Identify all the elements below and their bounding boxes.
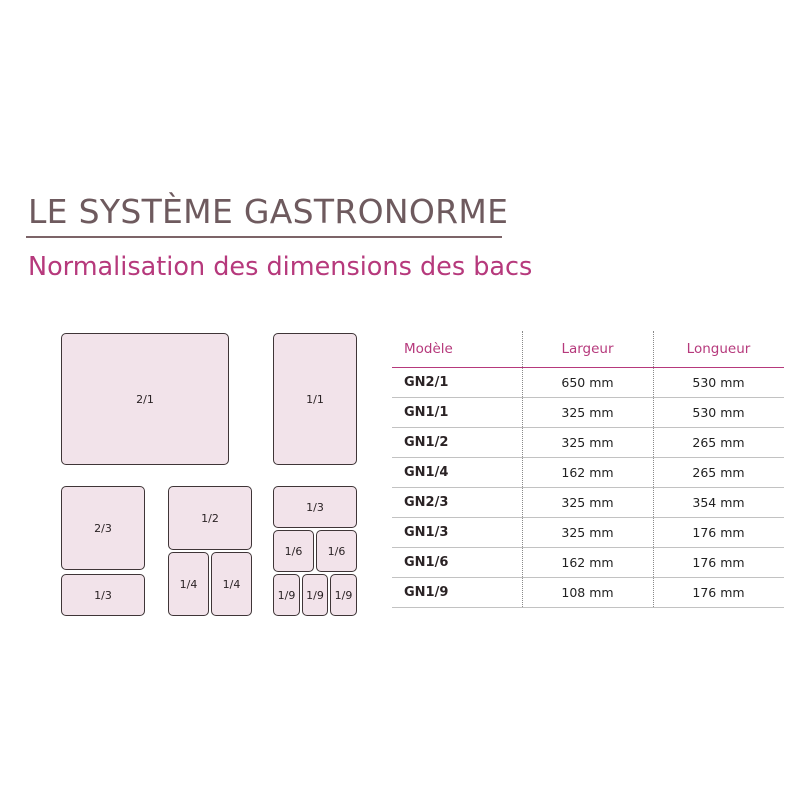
width-cell: 650 mm (522, 368, 653, 398)
length-cell: 354 mm (653, 488, 784, 518)
column-header-model: Modèle (392, 331, 522, 368)
pan-1-6: 1/6 (316, 530, 357, 572)
length-cell: 265 mm (653, 428, 784, 458)
page-subtitle: Normalisation des dimensions des bacs (28, 252, 533, 282)
table-row (392, 458, 784, 488)
pan-1-9: 1/9 (330, 574, 357, 616)
pan-1-9: 1/9 (273, 574, 300, 616)
length-cell: 176 mm (653, 548, 784, 578)
model-cell: GN1/2 (392, 428, 522, 458)
column-header-length: Longueur (653, 331, 784, 368)
model-cell: GN1/6 (392, 548, 522, 578)
pan-1-2: 1/2 (168, 486, 252, 550)
table-row (392, 518, 784, 548)
table-header-row (392, 331, 784, 368)
table-row (392, 368, 784, 398)
model-cell: GN1/9 (392, 578, 522, 608)
pan-1-4: 1/4 (211, 552, 252, 616)
table-row (392, 578, 784, 608)
length-cell: 176 mm (653, 578, 784, 608)
table-row (392, 428, 784, 458)
width-cell: 325 mm (522, 518, 653, 548)
table-row (392, 398, 784, 428)
page-title: LE SYSTÈME GASTRONORME (28, 192, 509, 231)
length-cell: 530 mm (653, 398, 784, 428)
table-row (392, 488, 784, 518)
width-cell: 325 mm (522, 398, 653, 428)
width-cell: 325 mm (522, 428, 653, 458)
pan-1-4: 1/4 (168, 552, 209, 616)
length-cell: 530 mm (653, 368, 784, 398)
width-cell: 162 mm (522, 548, 653, 578)
model-cell: GN2/1 (392, 368, 522, 398)
pan-1-6: 1/6 (273, 530, 314, 572)
pan-2-3: 2/3 (61, 486, 145, 570)
pan-1-3: 1/3 (61, 574, 145, 616)
dimensions-table (392, 331, 784, 608)
length-cell: 176 mm (653, 518, 784, 548)
pan-2-1: 2/1 (61, 333, 229, 465)
pan-1-1: 1/1 (273, 333, 357, 465)
width-cell: 108 mm (522, 578, 653, 608)
length-cell: 265 mm (653, 458, 784, 488)
column-header-width: Largeur (522, 331, 653, 368)
table-row (392, 548, 784, 578)
width-cell: 325 mm (522, 488, 653, 518)
title-underline (26, 236, 502, 238)
model-cell: GN1/3 (392, 518, 522, 548)
pan-1-9: 1/9 (302, 574, 328, 616)
width-cell: 162 mm (522, 458, 653, 488)
model-cell: GN1/1 (392, 398, 522, 428)
model-cell: GN2/3 (392, 488, 522, 518)
model-cell: GN1/4 (392, 458, 522, 488)
pan-1-3: 1/3 (273, 486, 357, 528)
